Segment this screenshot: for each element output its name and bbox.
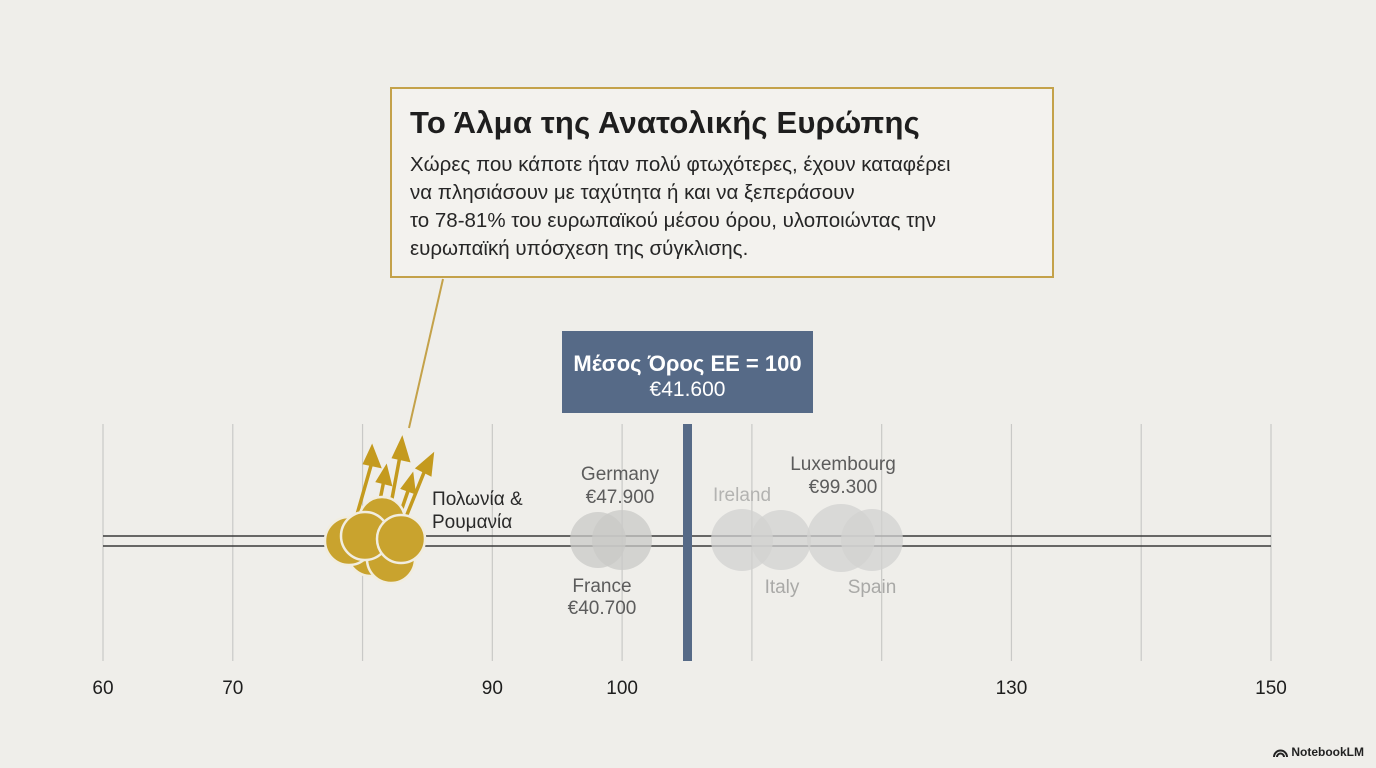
tick-labels xyxy=(92,678,1286,699)
watermark-text: NotebookLM xyxy=(1291,745,1364,759)
callout-line: ευρωπαϊκή υπόσχεση της σύγκλισης. xyxy=(410,237,749,260)
tick-label-90: 90 xyxy=(481,678,503,699)
label-italy: Italy xyxy=(764,577,800,598)
callout-text xyxy=(410,151,1034,263)
callout-box xyxy=(390,87,1054,278)
eu-average-value: €41.600 xyxy=(649,378,726,401)
tick-label-60: 60 xyxy=(92,678,114,699)
callout-line: να πλησιάσουν με ταχύτητα ή και να ξεπεράσουν xyxy=(410,181,855,204)
poland-romania-cluster xyxy=(325,440,432,583)
watermark xyxy=(1273,745,1364,759)
callout-line: το 78-81% του ευρωπαϊκού μέσου όρου, υλοποιώντας την xyxy=(410,209,936,232)
tick-label-70: 70 xyxy=(222,678,244,699)
label-poland-romania: Πολωνία & xyxy=(432,489,523,510)
notebooklm-logo-icon xyxy=(1273,747,1288,758)
eu-average-label xyxy=(562,331,813,413)
label-germany: Germany xyxy=(580,464,660,485)
tick-label-100: 100 xyxy=(606,678,638,699)
eu-average-title: Μέσος Όρος ΕΕ = 100 xyxy=(573,351,802,376)
bubbles-west xyxy=(570,510,652,570)
eu-average-line xyxy=(683,424,692,661)
label-poland-romania-2: Ρουμανία xyxy=(432,512,513,533)
label-france-value: €40.700 xyxy=(567,598,637,619)
tick-label-130: 130 xyxy=(995,678,1028,699)
label-luxembourg: Luxembourg xyxy=(790,454,896,475)
callout-pointer xyxy=(409,279,443,428)
label-luxembourg-value: €99.300 xyxy=(808,477,878,498)
bubbles-rich xyxy=(711,504,903,572)
bubble-spain xyxy=(841,509,903,571)
label-france: France xyxy=(572,576,632,597)
tick-label-150: 150 xyxy=(1255,678,1287,699)
label-ireland: Ireland xyxy=(712,485,772,506)
bubble-italy xyxy=(751,510,811,570)
callout-line: Χώρες που κάποτε ήταν πολύ φτωχότερες, έχουν καταφέρει xyxy=(410,153,951,176)
callout-title: Το Άλμα της Ανατολικής Ευρώπης xyxy=(410,105,920,140)
bubble-germany xyxy=(592,510,652,570)
label-germany-value: €47.900 xyxy=(585,487,655,508)
label-spain: Spain xyxy=(847,577,897,598)
